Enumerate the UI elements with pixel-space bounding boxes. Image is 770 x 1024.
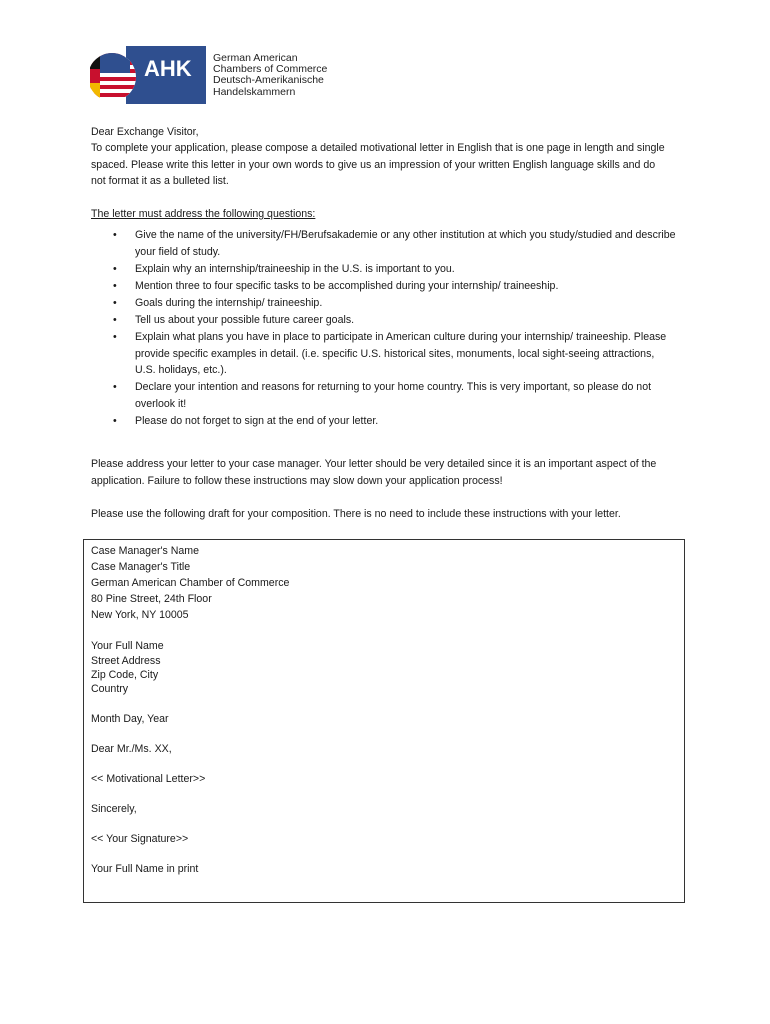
- logo-line: Deutsch-Amerikanische: [213, 74, 324, 87]
- list-item: • Explain what plans you have in place to participate in American culture during your internship/ traineeship. Please provide specific examples in detail. (i.e. specific U.S. historical sites, monuments, local sight-seeing attractions, U.S. holidays, etc.).: [113, 331, 667, 377]
- logo-line: German American: [213, 52, 298, 64]
- questions-heading: The letter must address the following questions:: [91, 208, 316, 220]
- salutation: Dear Exchange Visitor,: [91, 126, 199, 138]
- bullet-icon: •: [113, 296, 117, 309]
- logo-wordmark: [213, 53, 327, 98]
- list-item: • Please do not forget to sign at the end of your letter.: [91, 413, 676, 430]
- signature-placeholder: << Your Signature>>: [91, 833, 189, 845]
- recipient-line: German American Chamber of Commerce: [91, 577, 290, 589]
- bullet-icon: •: [113, 331, 117, 344]
- list-item: • Mention three to four specific tasks to be accomplished during your internship/ traineeship.: [91, 278, 676, 295]
- bullet-icon: •: [113, 229, 117, 241]
- greeting-line: Dear Mr./Ms. XX,: [91, 743, 172, 755]
- date-line: Month Day, Year: [91, 713, 169, 725]
- logo-line: Handelskammern: [213, 85, 296, 98]
- bullet-icon: •: [113, 415, 117, 428]
- printed-name-line: Your Full Name in print: [91, 863, 199, 875]
- sender-line: Your Full Name: [91, 640, 164, 652]
- list-item: • Give the name of the university/FH/Berufsakademie or any other institution at which you study/studied and describe your field of study.: [113, 229, 676, 258]
- closing-line: Sincerely,: [91, 803, 137, 815]
- bullet-icon: •: [113, 313, 117, 326]
- list-item: • Goals during the internship/ traineeship.: [91, 295, 676, 312]
- sender-line: Country: [91, 683, 129, 695]
- logo-line: Chambers of Commerce: [213, 63, 328, 76]
- list-item: • Tell us about your possible future career goals.: [91, 312, 676, 329]
- recipient-line: Case Manager's Title: [91, 561, 191, 573]
- brand-mark: AHK: [144, 56, 192, 81]
- draft-template-box: [83, 539, 685, 903]
- draft-instruction: Please use the following draft for your composition. There is no need to include these instructions with your letter.: [91, 508, 621, 520]
- intro-paragraph: To complete your application, please compose a detailed motivational letter in English that is one page in length and single spaced. Please write this letter in your own words to give us an impression of your written English language skills and do not format it as a bulleted list.: [91, 142, 665, 188]
- list-item: • Declare your intention and reasons for returning to your home country. This is very important, so please do not overlook it!: [113, 381, 652, 410]
- recipient-line: Case Manager's Name: [91, 545, 200, 557]
- body-placeholder: << Motivational Letter>>: [91, 773, 206, 785]
- sender-line: Zip Code, City: [91, 669, 159, 681]
- flag-emblem-icon: [90, 46, 206, 104]
- ahk-logo: [90, 46, 330, 104]
- recipient-line: New York, NY 10005: [91, 609, 189, 621]
- sender-line: Street Address: [91, 655, 161, 667]
- list-item: • Explain why an internship/traineeship in the U.S. is important to you.: [91, 261, 676, 278]
- recipient-line: 80 Pine Street, 24th Floor: [91, 593, 212, 605]
- bullet-icon: •: [113, 279, 117, 292]
- questions-list: [91, 227, 676, 430]
- bullet-icon: •: [113, 381, 117, 394]
- address-paragraph: Please address your letter to your case manager. Your letter should be very detailed since it is an important aspect of the application. Failure to follow these instructions may slow down your application process!: [91, 458, 657, 487]
- bullet-icon: •: [113, 262, 117, 275]
